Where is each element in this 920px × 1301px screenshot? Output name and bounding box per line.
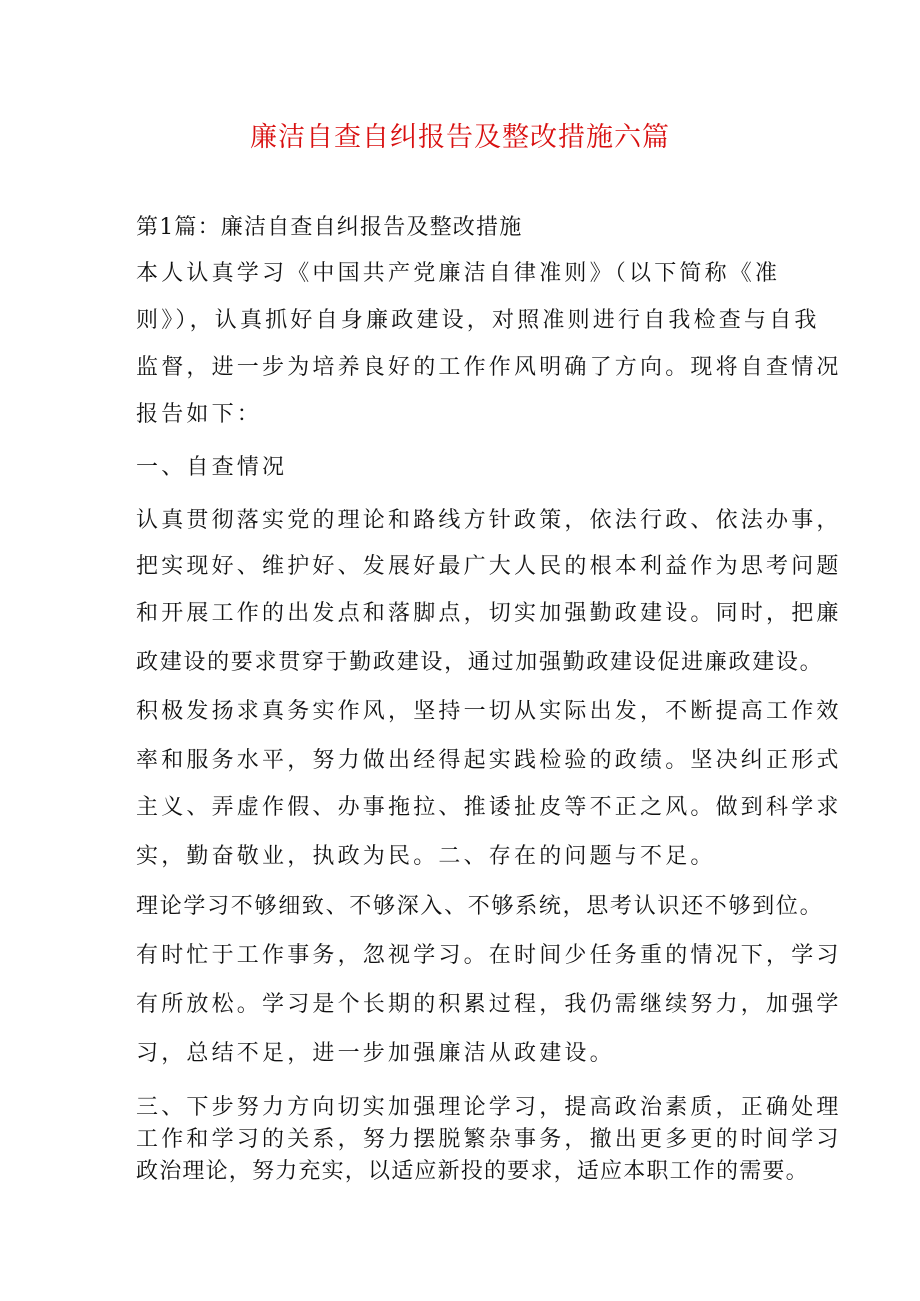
section-heading: 第1篇：廉洁自查自纠报告及整改措施	[136, 215, 523, 240]
paragraph-line: 实，勤奋敬业，执政为民。二、存在的问题与不足。	[136, 844, 716, 869]
paragraph-line: 则》），认真抓好自身廉政建设，对照准则进行自我检查与自我	[136, 308, 820, 333]
paragraph-line: 和开展工作的出发点和落脚点，切实加强勤政建设。同时，把廉	[136, 601, 842, 626]
paragraph-line: 把实现好、维护好、发展好最广大人民的根本利益作为思考问题	[136, 554, 842, 579]
paragraph-line: 政建设的要求贯穿于勤政建设，通过加强勤政建设促进廉政建设。	[136, 650, 824, 675]
paragraph-line: 积极发扬求真务实作风，坚持一切从实际出发，不断提高工作效	[136, 699, 842, 724]
paragraph-line: 监督，进一步为培养良好的工作作风明确了方向。现将自查情况	[136, 355, 842, 380]
paragraph-line: 率和服务水平，努力做出经得起实践检验的政绩。坚决纠正形式	[136, 748, 842, 773]
paragraph-line: 有时忙于工作事务，忽视学习。在时间少任务重的情况下，学习	[136, 943, 842, 968]
paragraph-line: 本人认真学习《中国共产党廉洁自律准则》（以下简称《准	[136, 261, 781, 286]
document-title: 廉洁自查自纠报告及整改措施六篇	[250, 122, 670, 153]
paragraph-line: 工作和学习的关系，努力摆脱繁杂事务，撤出更多更的时间学习	[136, 1127, 842, 1152]
paragraph-line: 习，总结不足，进一步加强廉洁从政建设。	[136, 1041, 615, 1066]
section-heading: 一、自查情况	[136, 455, 288, 480]
paragraph-line: 理论学习不够细致、不够深入、不够系统，思考认识还不够到位。	[136, 894, 824, 919]
paragraph-line: 报告如下：	[136, 402, 263, 427]
paragraph-line: 三、下步努力方向切实加强理论学习，提高政治素质，正确处理	[136, 1095, 842, 1120]
paragraph-line: 认真贯彻落实党的理论和路线方针政策，依法行政、依法办事，	[136, 508, 842, 533]
paragraph-line: 政治理论，努力充实，以适应新投的要求，适应本职工作的需要。	[136, 1159, 809, 1184]
paragraph-line: 主义、弄虚作假、办事拖拉、推诿扯皮等不正之风。做到科学求	[136, 795, 842, 820]
paragraph-line: 有所放松。学习是个长期的积累过程，我仍需继续努力，加强学	[136, 992, 842, 1017]
